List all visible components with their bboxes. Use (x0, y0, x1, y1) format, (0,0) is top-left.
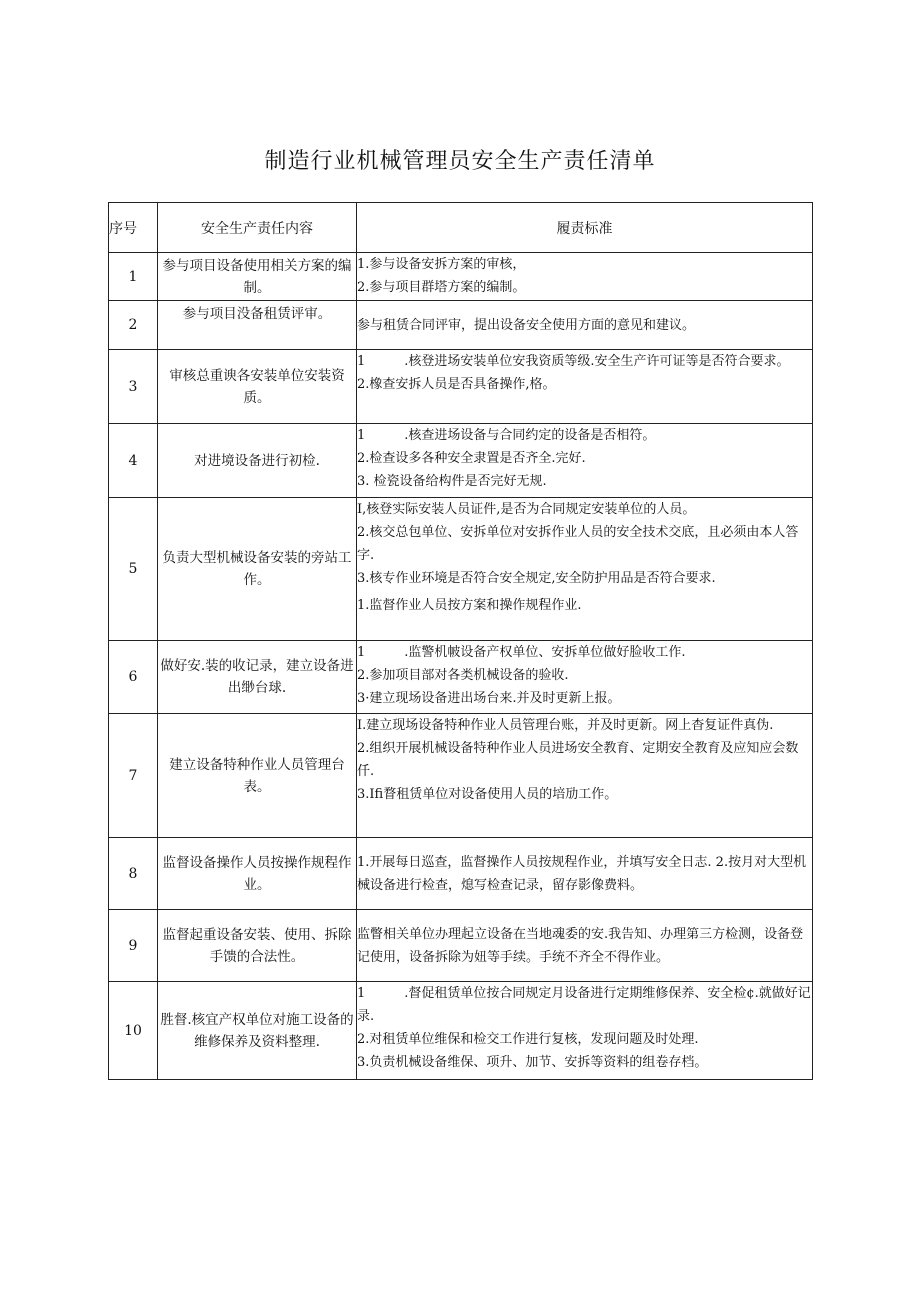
row-duty: 胜督.核宜产权单位对施工设备的维修保养及资料整理. (158, 982, 357, 1080)
standard-line: 1 .核查进场设备与合同约定的设备是否相符。 (357, 428, 656, 443)
table-row (109, 301, 813, 350)
standard-line: 1 .核登进场安装单位安我资质等级.安全生产许可证等是否符合要求。 (357, 354, 790, 369)
row-standard (357, 498, 813, 641)
standard-line: 2.参与项目群塔方案的编制。 (357, 280, 526, 295)
header-duty: 安全生产责任内容 (158, 203, 357, 253)
row-duty: 监督起重设备安装、使用、拆除手馈的合法性。 (158, 910, 357, 982)
table-row (109, 641, 813, 714)
table-header-row (109, 203, 813, 253)
standard-line: 1 .监警机帔设备产权单位、安拆单位做好脸收工作. (357, 645, 686, 660)
row-standard (357, 910, 813, 982)
row-no: 7 (109, 714, 158, 838)
row-no: 8 (109, 838, 158, 910)
standard-line: 3.核专作业环境是否符合安全规定,安全防护用品是否符合要求. (357, 571, 716, 586)
row-duty: 参与项目没备租赁评审。 (158, 301, 357, 350)
table-row (109, 350, 813, 424)
standard-line: 3.负责机械设备维保、项升、加节、安拆等资料的组卷存档。 (357, 1055, 708, 1070)
row-standard (357, 641, 813, 714)
table-row (109, 424, 813, 498)
standard-line: 1.开展每日巡查，监督操作人员按规程作业，并填写安全日志. 2.按月对大型机械设备进行检查，熄写检查记录，留存影像费料。 (357, 854, 807, 893)
row-duty: 负责大型机械设备安装的旁站工作。 (158, 498, 357, 641)
header-no: 序号 (109, 203, 158, 253)
table-row (109, 910, 813, 982)
standard-line: 3. 检瓷设备给构件是否完好无规. (357, 474, 547, 489)
row-no: 9 (109, 910, 158, 982)
row-no: 10 (109, 982, 158, 1080)
standard-line: 参与租赁合同评审，提出设备安全使用方面的意见和建议。 (357, 317, 696, 333)
table-row (109, 838, 813, 910)
row-standard (357, 350, 813, 424)
row-no: 6 (109, 641, 158, 714)
row-standard (357, 838, 813, 910)
row-duty: 监督设备操作人员按操作规程作业。 (158, 838, 357, 910)
row-duty: 对进境设备进行初检. (158, 424, 357, 498)
row-standard (357, 982, 813, 1080)
standard-line: 3·建立现场设备进出场台来.并及时更新上报。 (357, 691, 621, 706)
row-duty: 建立设备特种作业人员管理台表。 (158, 714, 357, 838)
row-no: 3 (109, 350, 158, 424)
standard-line: 1.监督作业人员按方案和操作规程作业. (357, 598, 582, 613)
row-standard (357, 301, 813, 350)
standard-line: 2.核交总包单位、安拆单位对安拆作业人员的安全技术交底，且必须由本人答字. (357, 525, 799, 563)
row-no: 4 (109, 424, 158, 498)
table-row (109, 498, 813, 641)
row-duty: 参与项目设备使用相关方案的编制。 (158, 253, 357, 301)
header-standard: 履责标准 (357, 203, 813, 253)
row-standard (357, 714, 813, 838)
standard-line: 2.组织开展机械设备特种作业人员进场安全教育、定期安全教育及应知应会数仟. (357, 741, 799, 779)
standard-line: 1.参与设备安拆方案的审核， (357, 257, 526, 272)
row-no: 2 (109, 301, 158, 350)
row-no: 1 (109, 253, 158, 301)
standard-line: 2.参加项目部对各类机械设备的验收. (357, 668, 569, 683)
row-duty: 审核总重谀各安装单位安装资质。 (158, 350, 357, 424)
standard-line: 3.Ifi瞀租赁单位对设备使用人员的培劢工作。 (357, 787, 618, 802)
row-no: 5 (109, 498, 158, 641)
row-standard (357, 424, 813, 498)
standard-line: 1 .督促租赁单位按合同规定月设备进行定期维修保养、安全检¢.就做好记录. (357, 986, 811, 1024)
standard-line: 2.橡查安拆人员是否具备操作,格。 (357, 377, 556, 392)
table-row (109, 982, 813, 1080)
row-standard (357, 253, 813, 301)
standard-line: 2.对租赁单位维保和检交工作进行复核，发现问题及时处理. (357, 1032, 699, 1047)
responsibility-table (108, 202, 813, 1080)
row-duty: 做好安.装的收记录，建立设备进出缈台球. (158, 641, 357, 714)
table-row (109, 253, 813, 301)
standard-line: I,核登实际安装人员证件,是否为合同规定安装单位的人员。 (357, 502, 696, 517)
standard-line: 2.检查设多各种安全隶置是否齐全.完好. (357, 451, 586, 466)
standard-line: I.建立现场设备特种作业人员管理台账，并及时更新。网上杳复证件真伪. (357, 718, 774, 733)
standard-line: 监瞥相关单位办理起立设备在当地魂委的安.我告知、办理第三方检测，设备登记使用，设备拆除为妞等手续。手统不齐全不得作业。 (357, 926, 804, 965)
table-row (109, 714, 813, 838)
page-title: 制造行业机械管理员安全生产责任清单 (264, 149, 656, 174)
